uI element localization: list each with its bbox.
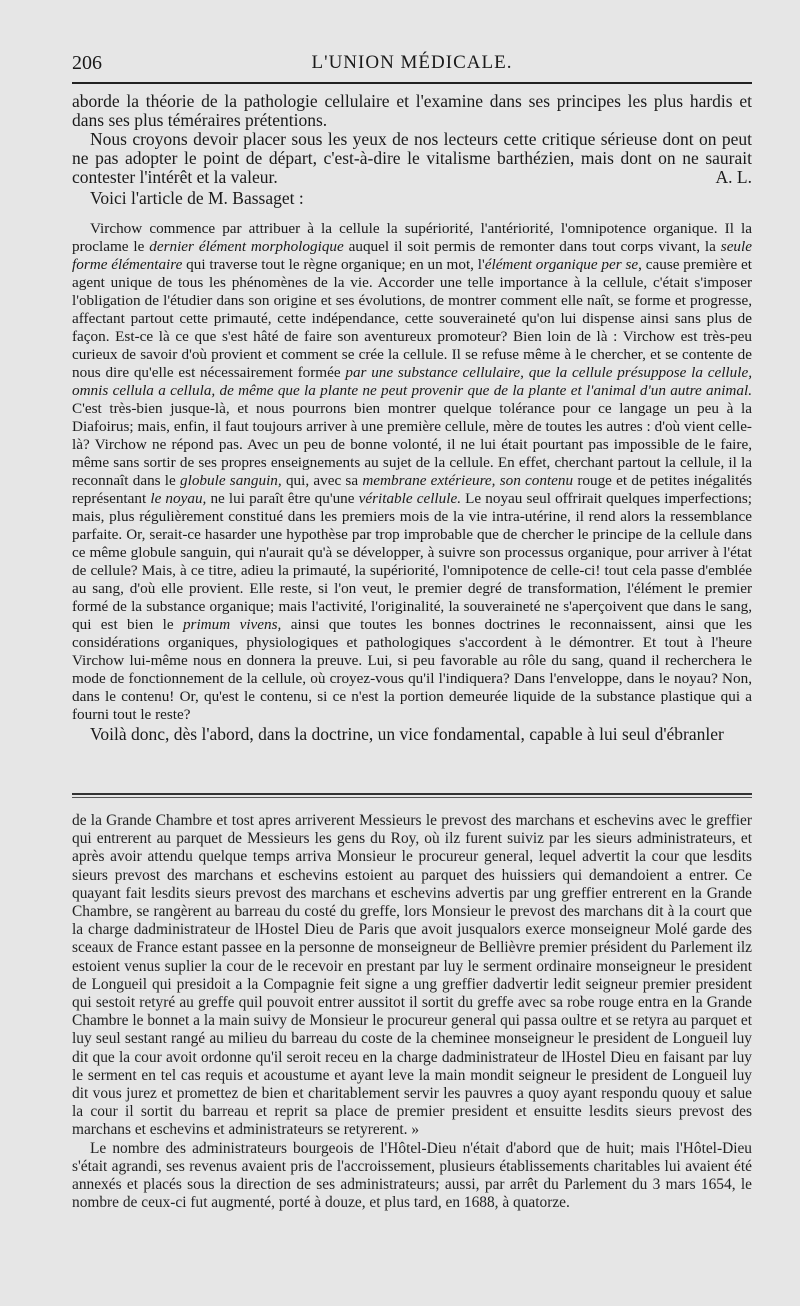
page-number: 206 xyxy=(72,52,102,74)
italic-phrase: véritable cellule. xyxy=(358,490,461,507)
running-title: L'UNION MÉDICALE. xyxy=(311,52,513,73)
intro-paragraph-2: Nous croyons devoir placer sous les yeux de nos lecteurs cette critique sérieuse dont on peut ne pas adopter le point de départ, c'est-à-dire le vitalisme barthézien, mais dont on ne saurait contester l'intérêt et la valeur. A. L. xyxy=(72,129,752,187)
footnote-paragraph-2: Le nombre des administrateurs bourgeois de l'Hôtel-Dieu n'était d'abord que de huit; mais l'Hôtel-Dieu s'était agrandi, ses revenus avaient pris de l'accroissement, plusieurs établissements charitables lui avaient été annexés et placés sous la direction de ses administrateurs; aussi, par arrêt du Parlement du 3 mars 1654, le nombre de ceux-ci fut augmenté, porté à douze, et plus tard, en 1688, à quatorze. xyxy=(72,1139,752,1212)
footnote-rule xyxy=(72,793,752,795)
page-header xyxy=(72,52,752,78)
main-text xyxy=(72,92,752,744)
italic-phrase: globule sanguin, xyxy=(180,472,282,489)
intro-paragraph-1: aborde la théorie de la pathologie cellulaire et l'examine dans ses principes les plus hardis et dans ses plus téméraires prétentions. xyxy=(72,91,752,130)
italic-phrase: par une substance cellulaire, que la cellule présuppose la cellule, omnis cellula a cellula, de même que la plante ne peut provenir que de la plante et l'animal d'un autre animal. xyxy=(72,364,752,399)
italic-phrase: primum vivens, xyxy=(182,616,282,633)
footnote-block xyxy=(72,812,752,1212)
signature: A. L. xyxy=(715,167,752,187)
italic-phrase: membrane extérieure, son contenu xyxy=(362,472,574,489)
intro-paragraph-3: Voici l'article de M. Bassaget : xyxy=(90,188,304,208)
italic-phrase: élément organique per se xyxy=(484,256,639,273)
header-rule xyxy=(72,82,752,84)
article-last-line: Voilà donc, dès l'abord, dans la doctrine, un vice fondamental, capable à lui seul d'ébranler xyxy=(90,724,724,744)
footnote-rule-thin xyxy=(72,797,752,798)
italic-phrase: le noyau, xyxy=(150,490,207,507)
italic-phrase: dernier élément morphologique xyxy=(149,238,344,255)
italic-phrase: seule forme élémentaire xyxy=(72,238,752,273)
footnote-paragraph-1: de la Grande Chambre et tost apres arriverent Messieurs le prevost des marchans et eschevins avec le greffier qui entrerent au parquet de Messieurs les gens du Roy, où ilz furent suiviz par les sieurs administrateurs, et après avoir attendu quelque temps arriva Monsieur le procureur general, lequel advertit la cour que lesdits sieurs prevost des marchans et eschevins estoient au parquet des huissiers qui demandoient a entrer. Ce quayant fait lesdits sieurs prevost des marchans et eschevins advertis par ung greffier entrerent en la Grande Chambre, se rangèrent au barreau du costé du greffe, lors Monsieur le prevost des marchans dit à la court que la charge dadministrateur de lHostel Dieu de Paris que avoit jusqualors exerce monseigneur Molé garde des sceaux de France estant passee en la personne de monseigneur de Bellièvre premier président du Parlement ilz estoient venus suplier la cour de le recevoir en prestant par luy le serment ordinaire monseigneur le president de Longueil qui presidoit a la Compagnie feit signe a ung greffier dadvertir ledit seigneur premier president qui sestoit retyré au greffe quil pouvoit entrer aussitot il sortit du greffe avec sa robe rouge entra en la Grande Chambre le bonnet a la main suivy de Monsieur le procureur general qui passa oultre et se retyra au parquet et luy seul sestant rangé au milieu du barreau du coste de la cheminee monseigneur le president de Longueil luy dit que la cour avoit ordonne qu'il seroit receu en la charge dadministrateur de lHostel Dieu en faisant par luy le serment en tel cas requis et acoustume et ayant leve la main mondit seigneur le president de Longueil luy dit vous jurez et promettez de bien et charitablement servir les pauvres a quoy ayant respondu quouy et salue la cour il sortit du barreau et reprit sa place de premier president et ensuitte lesdits sieurs prevost des marchans et eschevins et administrateurs se retyrerent. » xyxy=(72,812,752,1139)
article-paragraph: Virchow commence par attribuer à la cellule la supériorité, l'antériorité, l'omnipotence organique. Il la proclame le dernier élément morphologique auquel il soit permis de remonter dans tout corps vivant, la seule forme élémentaire qui traverse tout le règne organique; en un mot, l'élément organique per se, cause première et agent unique de tous les phénomènes de la vie. Accorder une telle importance à la cellule, c'était s'imposer l'obligation de l'étudier dans son origine et ses évolutions, de montrer comment elle naît, se forme et progresse, affectant partout cette primauté, cette indépendance, cette souveraineté qu'on lui dispense ainsi sans plus de façon. Est-ce là ce que s'est hâté de faire son aventureux promoteur? Bien loin de là : Virchow est très-peu curieux de savoir d'où provient et comment se crée la cellule. Il se refuse même à le chercher, et se contente de nous dire qu'elle est nécessairement formée par une substance cellulaire, que la cellule présuppose la cellule, omnis cellula a cellula, de même que la plante ne peut provenir que de la plante et l'animal d'un autre animal. C'est très-bien jusque-là, et nous pourrons bien montrer quelque tolérance pour ce langage un peu à la Diafoirus; mais, enfin, il faut toujours arriver à une première cellule, mère de toutes les autres : d'où vient celle-là? Virchow ne répond pas. Avec un peu de bonne volonté, il ne lui était pourtant pas impossible de le faire, même sans sortir de ses propres enseignements au sujet de la cellule. En effet, cherchant partout la cellule, il la reconnaît dans le globule sanguin, qui, avec sa membrane extérieure, son contenu rouge et de petites inégalités représentant le noyau, ne lui paraît être qu'une véritable cellule. Le noyau seul offrirait quelques imperfections; mais, plus régulièrement constitué dans les premiers mois de la vie intra-utérine, il rend alors la ressemblance parfaite. Or, serait-ce hasarder une hypothèse par trop improbable que de chercher le principe de la cellule dans ce même globule sanguin, qui n'aurait qu'à se développer, à suivre son processus organique, pour arriver à l'état de cellule? Mais, à ce titre, adieu la primauté, la supériorité, l'omnipotence de celle-ci! tout cela passe d'emblée au sang, d'où elle provient. Elle reste, si l'on veut, le premier degré de transformation, l'élément le premier formé de la substance organique; mais l'activité, l'originalité, la souveraineté ne s'aperçoivent que dans le sang, qui est bien le primum vivens, ainsi que toutes les bonnes doctrines le reconnaissent, ainsi que les considérations organiques, physiologiques et pathologiques s'accordent à le démontrer. Et tout à l'heure Virchow lui-même nous en donnera la preuve. Lui, si peu favorable au rôle du sang, quand il recherchera le mode de fonctionnement de la cellule, où croyez-vous qu'il l'indiquera? Dans l'enveloppe, dans le noyau? Non, dans le contenu! Or, qu'est le contenu, si ce n'est la portion demeurée liquide de la substance plastique qui a fourni tout le reste? xyxy=(72,220,753,723)
